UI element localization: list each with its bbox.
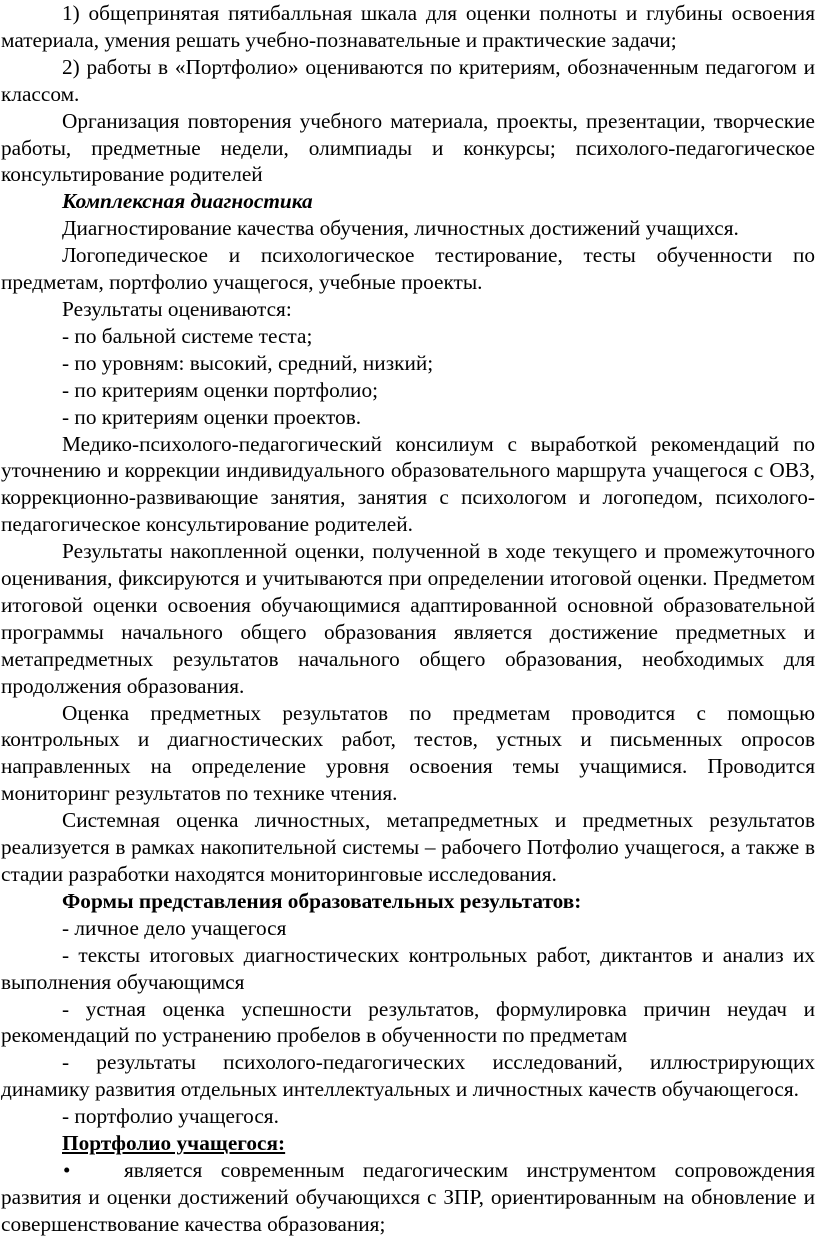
paragraph-system-assessment: Системная оценка личностных, метапредметных и предметных результатов реализуется в рамках накопительной системы – рабочего Потфолио учащегося, а также в стадии разработки находятся мониторинговые исследования.	[1, 808, 815, 886]
heading-forms: Формы представления образовательных результатов:	[62, 888, 582, 913]
form-item-oral-assessment: - устная оценка успешности результатов, формулировка причин неудач и рекомендаций по устранению пробелов в обученности по предметам	[1, 996, 815, 1048]
document-body	[1, 0, 815, 1238]
paragraph-results-evaluated: Результаты оцениваются:	[62, 296, 292, 321]
bullet-list-item	[1, 1157, 815, 1238]
form-item-portfolio: - портфолио учащегося.	[62, 1104, 279, 1129]
form-item-research-results: - результаты психолого-педагогических исследований, иллюстрирующих динамику развития отдельных интеллектуальных и личностных качеств обучающегося.	[1, 1050, 815, 1102]
paragraph-accumulated-assessment: Результаты накопленной оценки, полученной в ходе текущего и промежуточного оценивания, фиксируются и учитываются при определении итоговой оценки. Предметом итоговой оценки освоения обучающимися адаптированной основной образовательной программы начального общего образования является достижение предметных и метапредметных результатов начального общего образования, необходимых для продолжения образования.	[1, 539, 815, 698]
list-item-portfolio-criteria: - по критериям оценки портфолио;	[62, 377, 379, 402]
paragraph-scale: 1) общепринятая пятибалльная шкала для оценки полноты и глубины освоения материала, умения решать учебно-познавательные и практические задачи;	[1, 1, 815, 52]
paragraph-portfolio-criteria: 2) работы в «Портфолио» оцениваются по критериям, обозначенным педагогом и классом.	[1, 54, 815, 106]
form-item-personal-file: - личное дело учащегося	[62, 915, 287, 940]
form-item-texts: - тексты итоговых диагностических контрольных работ, диктантов и анализ их выполнения обучающимся	[1, 942, 815, 994]
paragraph-repetition: Организация повторения учебного материала, проекты, презентации, творческие работы, предметные недели, олимпиады и конкурсы; психолого-педагогическое консультирование родителей	[1, 108, 815, 187]
paragraph-subject-results: Оценка предметных результатов по предметам проводится с помощью контрольных и диагностических работ, тестов, устных и письменных опросов направленных на определение уровня освоения темы учащимися. Проводится мониторинг результатов по технике чтения.	[1, 700, 815, 806]
heading-portfolio: Портфолио учащегося:	[62, 1131, 286, 1156]
list-item-levels: - по уровням: высокий, средний, низкий;	[62, 350, 434, 375]
heading-complex-diagnostics: Комплексная диагностика	[62, 189, 313, 214]
paragraph-testing: Логопедическое и психологическое тестирование, тесты обученности по предметам, портфолио учащегося, учебные проекты.	[1, 243, 815, 295]
bullet-item-text: является современным педагогическим инструментом сопровождения развития и оценки достижений обучающихся с ЗПР, ориентированным на обновление и совершенствование качества образования;	[1, 1157, 815, 1236]
bullet-icon: •	[63, 1157, 71, 1182]
list-item-test-system: - по бальной системе теста;	[62, 323, 313, 348]
paragraph-diagnostics: Диагностирование качества обучения, личностных достижений учащихся.	[62, 216, 739, 241]
list-item-project-criteria: - по критериям оценки проектов.	[62, 404, 362, 429]
paragraph-consilium: Медико-психолого-педагогический консилиум с выработкой рекомендаций по уточнению и коррекции индивидуального образовательного маршрута учащегося с ОВЗ, коррекционно-развивающие занятия, занятия с психологом и логопедом, психолого-педагогическое консультирование родителей.	[1, 431, 815, 537]
